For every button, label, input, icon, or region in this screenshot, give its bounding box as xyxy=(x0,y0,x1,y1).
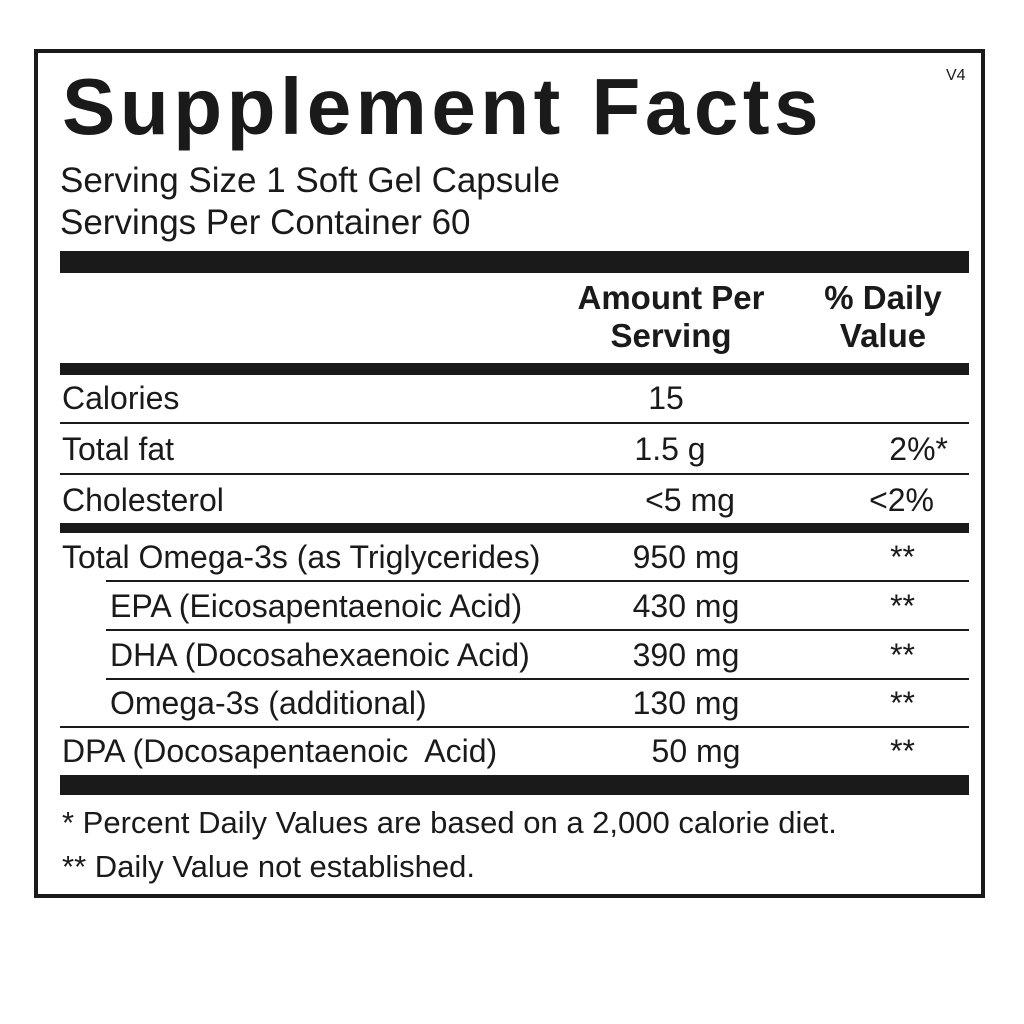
row-divider xyxy=(106,629,969,631)
serving-size: Serving Size 1 Soft Gel Capsule xyxy=(60,161,560,200)
supplement-facts-panel xyxy=(34,49,985,898)
row-divider xyxy=(106,678,969,680)
row-cholesterol-amount: <5 mg xyxy=(645,482,735,518)
footnote-dv-not-established: ** Daily Value not established. xyxy=(62,849,476,884)
row-dpa-name: DPA (Docosapentaenoic Acid) xyxy=(62,733,498,769)
servings-per-container: Servings Per Container 60 xyxy=(60,203,471,242)
row-dpa-amount: 50 mg xyxy=(651,733,741,769)
row-dpa-dv: ** xyxy=(890,733,915,769)
panel-title: Supplement Facts xyxy=(62,62,824,151)
medium-divider-header xyxy=(60,363,969,375)
medium-divider-omega xyxy=(60,523,969,533)
row-epa-dv: ** xyxy=(890,588,915,624)
row-cholesterol-name: Cholesterol xyxy=(62,482,224,518)
row-divider xyxy=(60,422,969,424)
row-total-fat-amount: 1.5 g xyxy=(634,431,706,467)
row-omega3-additional-name: Omega-3s (additional) xyxy=(110,685,427,721)
amount-header-line2: Serving xyxy=(610,317,732,354)
version-code: V4 xyxy=(946,67,966,84)
dv-header-line2: Value xyxy=(839,317,927,354)
row-epa-name: EPA (Eicosapentaenoic Acid) xyxy=(110,588,523,624)
row-dha-dv: ** xyxy=(890,637,915,673)
row-divider xyxy=(60,473,969,475)
thick-divider-top xyxy=(60,251,969,273)
row-total-fat-dv: 2%* xyxy=(889,431,948,467)
row-calories-amount: 15 xyxy=(648,380,684,416)
row-divider xyxy=(60,726,969,728)
row-omega3-additional-dv: ** xyxy=(890,685,915,721)
footnote-percent-daily-values: * Percent Daily Values are based on a 2,000 calorie diet. xyxy=(62,805,837,840)
dv-header-line1: % Daily xyxy=(824,279,942,316)
row-epa-amount: 430 mg xyxy=(632,588,740,624)
row-calories-name: Calories xyxy=(62,380,180,416)
row-omega3-additional-amount: 130 mg xyxy=(632,685,740,721)
row-dha-amount: 390 mg xyxy=(632,637,740,673)
row-total-omega3-dv: ** xyxy=(890,539,915,575)
row-total-omega3-name: Total Omega-3s (as Triglycerides) xyxy=(62,539,541,575)
row-cholesterol-dv: <2% xyxy=(869,482,934,518)
amount-header-line1: Amount Per xyxy=(577,279,765,316)
thick-divider-bottom xyxy=(60,775,969,795)
row-total-fat-name: Total fat xyxy=(62,431,175,467)
row-divider xyxy=(106,580,969,582)
row-dha-name: DHA (Docosahexaenoic Acid) xyxy=(110,637,530,673)
row-total-omega3-amount: 950 mg xyxy=(632,539,740,575)
